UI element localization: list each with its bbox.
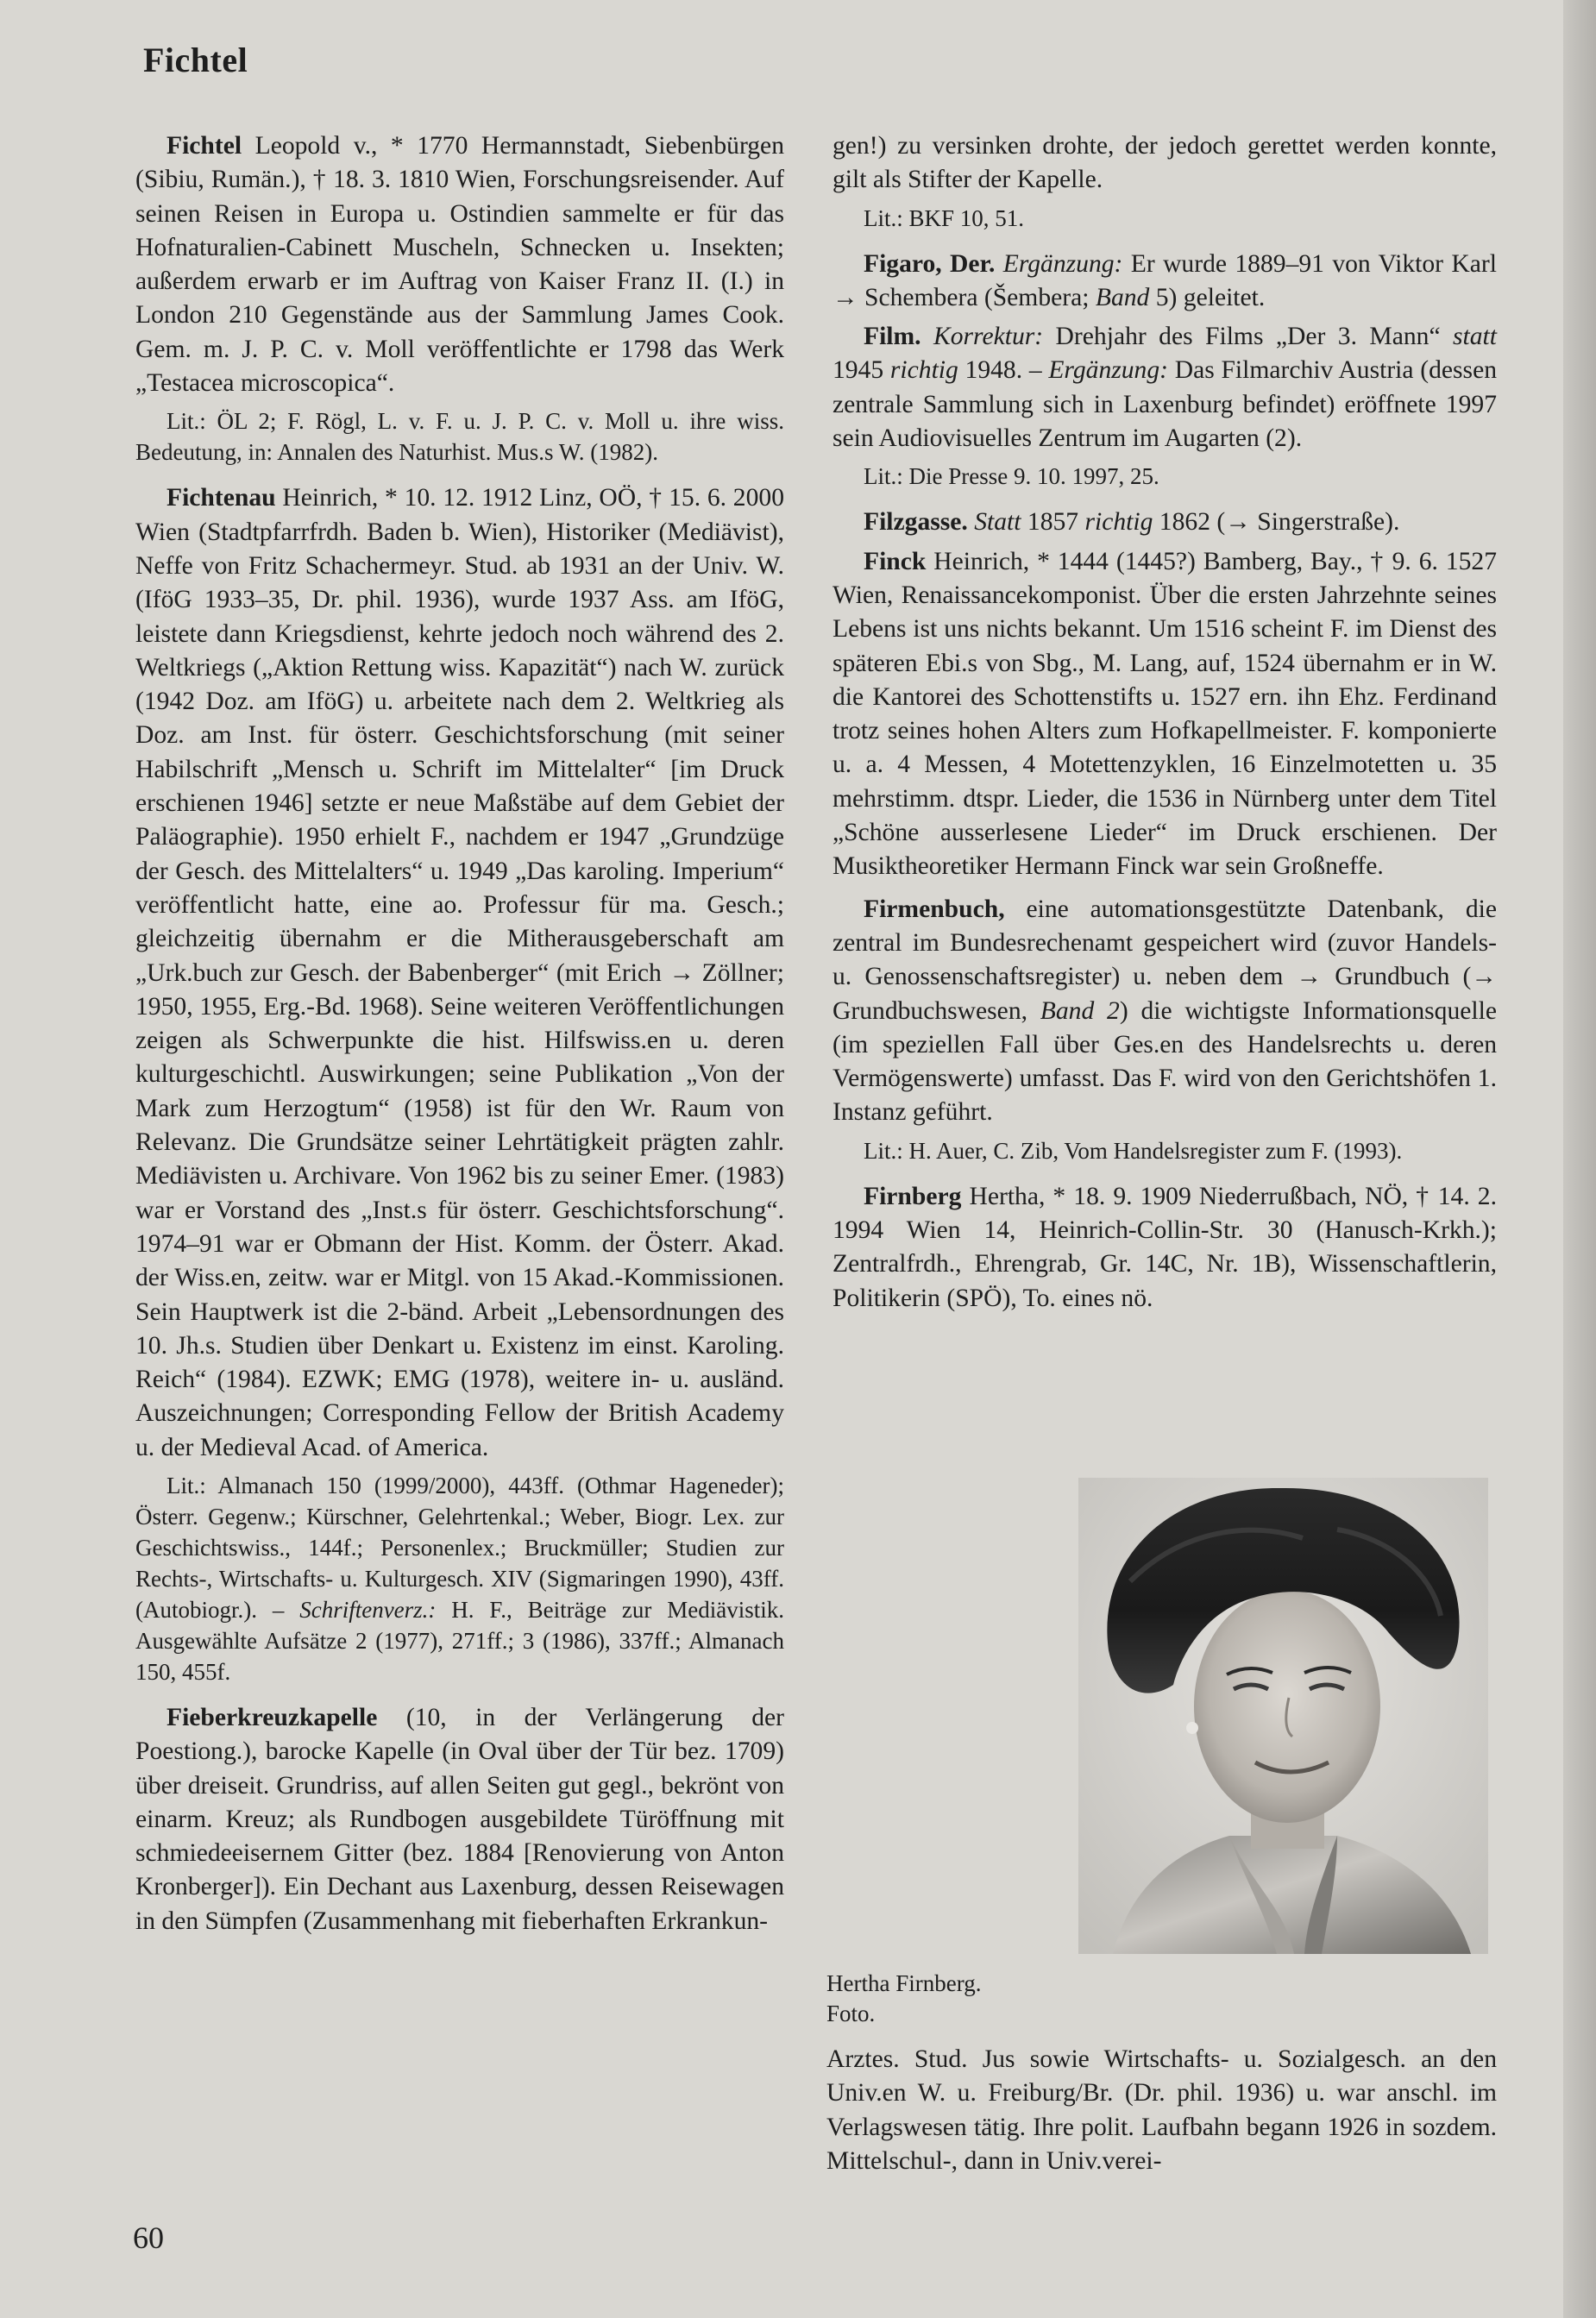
lemma-film: Film.	[864, 323, 921, 351]
entry-text: 1857	[1021, 508, 1085, 537]
lit-label: Schriftenverz.:	[299, 1596, 437, 1623]
lit-fichtel: Lit.: ÖL 2; F. Rögl, L. v. F. u. J. P. C. v. Moll u. ihre wiss. Bedeutung, in: Annalen des Naturhist. Mus.s W. (1982).	[135, 408, 784, 466]
right-column	[833, 129, 1497, 1321]
lemma-finck: Finck	[864, 547, 927, 575]
entry-text: (10, in der Verlängerung der Poestiong.), barocke Kapelle (in Oval über der Tür bez. 1709) über dreiseit. Grundriss, auf allen Seiten gut gegl., bekrönt von einarm. Kreuz; als Rundbogen ausgebildete Türöffnung mit schmiedeeisernem Gitter (bez. 1884 [Renovierung von Anton Kronberger]). Ein Dechant aus Laxenburg, dessen Reisewagen in den Sümpfen (Zusammenhang mit fieberhaften Erkrankun-	[135, 1703, 784, 1935]
statt-label: statt	[1453, 323, 1497, 351]
entry-fichtel	[135, 129, 784, 400]
lemma-firnberg: Firnberg	[864, 1182, 962, 1210]
entry-text: 1948. –	[958, 356, 1049, 385]
entry-text: 1862 (→ Singerstraße).	[1153, 508, 1400, 537]
page-edge	[1563, 0, 1596, 2318]
entry-firnberg-continued: Arztes. Stud. Jus sowie Wirtschafts- u. Sozialgesch. an den Univ.en W. u. Freiburg/Br. (Dr. phil. 1936) u. war anschl. im Verlagswesen tätig. Ihre polit. Laufbahn begann 1926 in sozdem. Mittelschul-, dann in Univ.verei-	[826, 2045, 1497, 2175]
portrait-image	[1078, 1478, 1488, 1954]
lit-fichtenau	[135, 1470, 784, 1687]
entry-text: Das Filmarchiv Austria (dessen zentrale Sammlung sich in Laxenburg befindet) eröffnete 1997 sein Audiovisuelles Zentrum im Augarten (2).	[833, 356, 1497, 453]
statt-label: Statt	[974, 508, 1021, 537]
photo-caption	[826, 1969, 1059, 2029]
lemma-fieberkreuzkapelle: Fieberkreuzkapelle	[167, 1703, 378, 1731]
lit-fieberkreuzkapelle: Lit.: BKF 10, 51.	[864, 204, 1025, 231]
lemma-figaro: Figaro, Der.	[864, 249, 996, 278]
caption-text: Hertha Firnberg. Foto.	[826, 1970, 982, 2026]
label-ergaenzung: Ergänzung:	[1048, 356, 1169, 385]
entry-figaro	[833, 248, 1497, 316]
richtig-label: richtig	[1084, 508, 1153, 537]
entry-fieberkreuzkapelle	[135, 1701, 784, 1938]
lemma-fichtenau: Fichtenau	[167, 484, 276, 512]
lit-film: Lit.: Die Presse 9. 10. 1997, 25.	[864, 463, 1159, 490]
earring-shape	[1186, 1722, 1198, 1734]
entry-text: Heinrich, * 10. 12. 1912 Linz, OÖ, † 15. 6. 2000 Wien (Stadtpfarrfrdh. Baden b. Wien), Historiker (Mediävist), Neffe von Fritz Schachermeyr. Stud. ab 1931 an der Univ. W. (IföG 1933–35, Dr. phil. 1936), wurde 1937 Ass. am IföG, leistete dann Kriegsdienst, kehrte jedoch noch während des 2. Weltkriegs („Aktion Rettung wiss. Kapazität“) nach W. zurück (1942 Doz. am IföG) u. arbeitete nach dem 2. Weltkrieg als Doz. am Inst. für österr. Geschichtsforschung (mit seiner Habilschrift „Mensch u. Schrift im Mittelalter“ [im Druck erschienen 1946] setzte er neue Maßstäbe auf dem Gebiet der Paläographie). 1950 erhielt F., nachdem er 1947 „Grundzüge der Gesch. des Mittelalters“ u. 1949 „Das karoling. Imperium“ veröffentlicht hatte, eine ao. Professur für ma. Gesch.; gleichzeitig übernahm er die Mitherausgeberschaft am „Urk.buch zur Gesch. der Babenberger“ (mit Erich → Zöllner; 1950, 1955, Erg.-Bd. 1968). Seine weiteren Veröffentlichungen zeigen als Schwerpunkte die hist. Hilfswiss.en u. deren kulturgeschichtl. Auswirkungen; seine Publikation „Von der Mark zum Herzogtum“ (1958) ist für den Wr. Raum von Relevanz. Die Grundsätze seiner Lehrtätigkeit prägten zahlr. Mediävisten u. Archivare. Von 1962 bis zu seiner Emer. (1983) war er Vorstand des „Inst.s für österr. Geschichtsforschung“. 1974–91 war er Obmann der Hist. Komm. der Österr. Akad. der Wiss.en, zeitw. war er Mitgl. von 15 Akad.-Kommissionen. Sein Hauptwerk ist die 2-bänd. Arbeit „Lebensordnungen des 10. Jh.s. Studien über Denkart u. Existenz im einst. Karoling. Reich“ (1984). EZWK; EMG (1978), weitere in- u. ausländ. Auszeichnungen; Corresponding Fellow der British Academy u. der Medieval Acad. of America.	[135, 484, 784, 1461]
entry-text: ) die wichtigste Informationsquelle (im speziellen Fall über Ges.en des Handelsrechts u. deren Vermögenswerte) umfasst. Das F. wird von den Gerichtshöfen 1. Instanz geführt.	[833, 996, 1497, 1127]
band-ref: Band 2	[1040, 996, 1120, 1025]
entry-text: Hertha, * 18. 9. 1909 Niederrußbach, NÖ, † 14. 2. 1994 Wien 14, Heinrich-Collin-Str. 30 (Hanusch-Krkh.); Zentralfrdh., Ehrengrab, Gr. 14C, Nr. 1B), Wissenschaftlerin, Politikerin (SPÖ), To. eines nö.	[833, 1182, 1497, 1312]
portrait-photo	[1078, 1478, 1488, 1954]
entry-firmenbuch	[833, 893, 1497, 1130]
page-number: 60	[133, 2221, 164, 2255]
entry-text: Drehjahr des Films „Der 3. Mann“	[1043, 323, 1454, 351]
entry-text: 1945	[833, 356, 890, 385]
entry-fichtenau	[135, 481, 784, 1465]
entry-text: Er wurde 1889–91 von Viktor Karl → Schembera (Šembera;	[833, 249, 1497, 311]
entry-filzgasse	[833, 506, 1497, 539]
lit-text: Lit.: Almanach 150 (1999/2000), 443ff. (Othmar Hageneder); Österr. Gegenw.; Kürschner, Gelehrtenkal.; Weber, Biogr. Lex. zur Geschichtswiss., 144f.; Personenlex.; Bruckmüller; Studien zur Rechts-, Wirtschafts- u. Kulturgesch. XIV (Sigmaringen 1990), 43ff. (Autobiogr.). –	[135, 1472, 784, 1623]
entry-film	[833, 320, 1497, 455]
entry-fieberkreuzkapelle-cont: gen!) zu versinken drohte, der jedoch gerettet werden konnte, gilt als Stifter der Kapelle.	[833, 132, 1497, 194]
label-korrektur: Korrektur:	[933, 323, 1044, 351]
entry-text: Heinrich, * 1444 (1445?) Bamberg, Bay., † 9. 6. 1527 Wien, Renaissancekomponist. Über die ersten Jahrzehnte seines Lebens ist uns nichts bekannt. Um 1516 scheint F. im Dienst des späteren Ebi.s von Sbg., M. Lang, auf, 1524 übernahm er in W. die Kantorei des Schottenstifts u. 1527 ern. ihn Ehz. Ferdinand trotz seines hohen Alters zum Hofkapellmeister. F. komponierte u. a. 4 Messen, 4 Motettenzyklen, 16 Einzelmotetten u. 35 mehrstimm. dtspr. Lieder, die 1536 in Nürnberg unter dem Titel „Schöne ausserlesene Lieder“ im Druck erschienen. Der Musiktheoretiker Hermann Finck war sein Großneffe.	[833, 547, 1497, 881]
running-head: Fichtel	[143, 41, 248, 79]
richtig-label: richtig	[889, 356, 958, 385]
band-ref: Band	[1095, 283, 1150, 311]
entry-text: 5) geleitet.	[1149, 283, 1266, 311]
entry-finck	[833, 545, 1497, 884]
lemma-filzgasse: Filzgasse.	[864, 508, 968, 537]
lit-firmenbuch: Lit.: H. Auer, C. Zib, Vom Handelsregister zum F. (1993).	[864, 1137, 1403, 1164]
entry-firnberg	[833, 1180, 1497, 1316]
lemma-firmenbuch: Firmenbuch,	[864, 895, 1005, 923]
entry-text: eine automationsgestützte Datenbank, die zentral im Bundesrechenamt gespeichert wird (zuvor Handels- u. Genossenschaftsregister) u. neben dem → Grundbuch (→ Grundbuchswesen,	[833, 895, 1497, 1025]
entry-text: Leopold v., * 1770 Hermannstadt, Siebenbürgen (Sibiu, Rumän.), † 18. 3. 1810 Wien, Forschungsreisender. Auf seinen Reisen in Europa u. Ostindien sammelte er für das Hofnaturalien-Cabinett Muscheln, Schnecken u. Insekten; außerdem erwarb er im Auftrag von Kaiser Franz II. (I.) in London 210 Gegenstände aus der Sammlung James Cook. Gem. m. J. P. C. v. Moll veröffentlichte er 1798 das Werk „Testacea microscopica“.	[135, 132, 784, 398]
label-ergaenzung: Ergänzung:	[1002, 249, 1123, 278]
lit-text: H. F., Beiträge zur Mediävistik. Ausgewählte Aufsätze 2 (1977), 271ff.; 3 (1986), 337ff.; Almanach 150, 455f.	[135, 1596, 784, 1685]
left-column	[135, 129, 784, 1944]
lemma-fichtel: Fichtel	[167, 132, 242, 160]
